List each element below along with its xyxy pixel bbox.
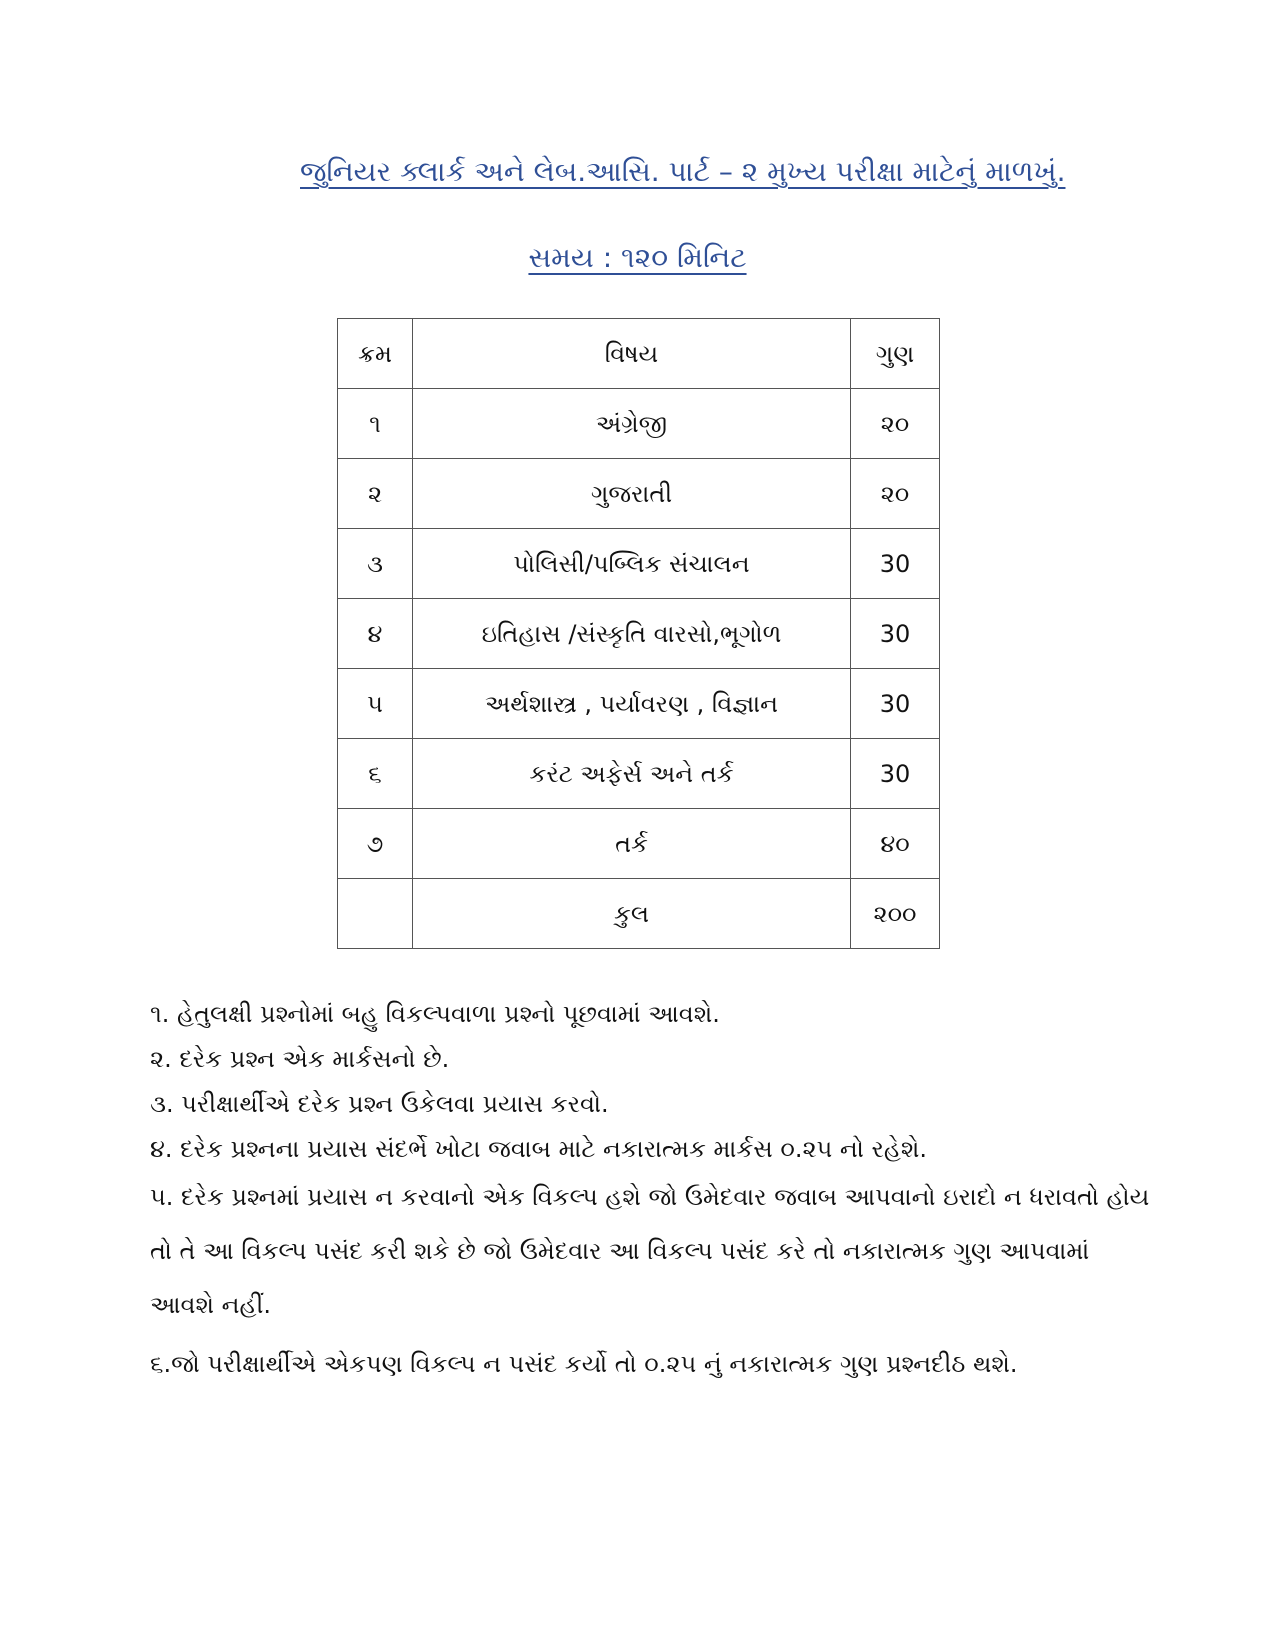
table-row (338, 529, 940, 599)
column-header-marks: ગુણ (851, 319, 940, 389)
time-duration: સમય : ૧૨૦ મિનિટ (528, 241, 747, 274)
page-title: જુનિયર ક્લાર્ક અને લેબ.આસિ. પાર્ટ – ૨ મુખ્ય પરીક્ષા માટેનું માળખું. (300, 155, 1066, 188)
row-number: ૭ (338, 809, 413, 879)
row-subject: અંગ્રેજી (413, 389, 851, 459)
column-header-number: ક્રમ (338, 319, 413, 389)
instruction-item: ૩. પરીક્ષાર્થીએ દરેક પ્રશ્ન ઉકેલવા પ્રયાસ કરવો. (150, 1090, 609, 1118)
row-number: ૫ (338, 669, 413, 739)
row-marks: 30 (851, 529, 940, 599)
row-subject: પોલિસી/પબ્લિક સંચાલન (413, 529, 851, 599)
table-row (338, 599, 940, 669)
instruction-item: ૬.જો પરીક્ષાર્થીએ એકપણ વિકલ્પ ન પસંદ કર્યો તો ૦.૨૫ નું નકારાત્મક ગુણ પ્રશ્નદીઠ થશે. (150, 1350, 1018, 1378)
table-row (338, 669, 940, 739)
column-header-subject: વિષય (413, 319, 851, 389)
row-subject: ઇતિહાસ /સંસ્કૃતિ વારસો,ભૂગોળ (413, 599, 851, 669)
row-subject: ગુજરાતી (413, 459, 851, 529)
row-marks: 30 (851, 739, 940, 809)
row-marks: 30 (851, 599, 940, 669)
instruction-item: ૫. દરેક પ્રશ્નમાં પ્રયાસ ન કરવાનો એક વિકલ્પ હશે જો ઉમેદવાર જવાબ આપવાનો ઇરાદો ન ધરાવતો હોય તો તે આ વિકલ્પ પસંદ કરી શકે છે જો ઉમેદવાર આ વિકલ્પ પસંદ કરે તો નકારાત્મક ગુણ આપવામાં આવશે નહીં. (150, 1183, 1150, 1319)
row-marks: ૨૦ (851, 459, 940, 529)
row-number: ૩ (338, 529, 413, 599)
table-row (338, 739, 940, 809)
row-number: ૪ (338, 599, 413, 669)
marks-table (337, 318, 940, 949)
row-marks: 30 (851, 669, 940, 739)
row-number: ૨ (338, 459, 413, 529)
table-row (338, 809, 940, 879)
total-label: કુલ (413, 879, 851, 949)
row-subject: અર્થશાસ્ત્ર , પર્યાવરણ , વિજ્ઞાન (413, 669, 851, 739)
total-marks: ૨૦૦ (851, 879, 940, 949)
table-row (338, 459, 940, 529)
row-marks: ૨૦ (851, 389, 940, 459)
row-number: ૬ (338, 739, 413, 809)
instruction-item: ૧. હેતુલક્ષી પ્રશ્નોમાં બહુ વિકલ્પવાળા પ્રશ્નો પૂછવામાં આવશે. (150, 1000, 720, 1028)
instruction-item: ૪. દરેક પ્રશ્નના પ્રયાસ સંદર્ભે ખોટા જવાબ માટે નકારાત્મક માર્કસ ૦.૨૫ નો રહેશે. (150, 1135, 928, 1163)
row-marks: ૪૦ (851, 809, 940, 879)
row-subject: તર્ક (413, 809, 851, 879)
table-total-row (338, 879, 940, 949)
instructions-list (150, 996, 1150, 1391)
total-number (338, 879, 413, 949)
row-subject: કરંટ અફેર્સ અને તર્ક (413, 739, 851, 809)
instruction-item: ૨. દરેક પ્રશ્ન એક માર્કસનો છે. (150, 1045, 450, 1073)
table-header-row (338, 319, 940, 389)
row-number: ૧ (338, 389, 413, 459)
table-row (338, 389, 940, 459)
